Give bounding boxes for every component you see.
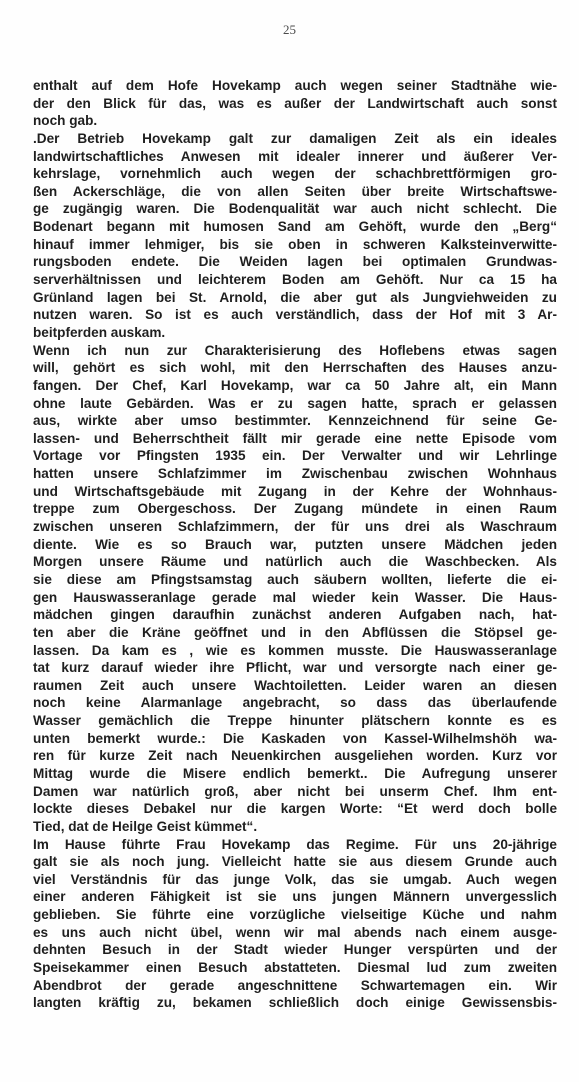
text-line: tat kurz darauf wieder ihre Pflicht, war und versorgte nach einer ge- xyxy=(33,660,557,676)
text-line: noch gab. xyxy=(33,113,98,129)
text-line: unten bemerkt wurde.: Die Kaskaden von Kassel-Wilhelmshöh wa- xyxy=(33,730,557,746)
text-line: Im Hause führte Frau Hovekamp das Regime. Für uns 20-jährige xyxy=(33,836,557,852)
text-line: Bodenart begann mit humosen Sand am Gehöft, wurde den „Berg“ xyxy=(33,219,557,235)
text-line: Wenn ich nun zur Charakterisierung des Hoflebens etwas sagen xyxy=(33,342,557,358)
text-line: ten aber die Kräne geöffnet und in den Abflüssen die Stöpsel ge- xyxy=(33,624,557,640)
text-line: viel Verständnis für das junge Volk, das sie umgab. Auch wegen xyxy=(33,871,557,887)
text-line: diente. Wie es so Brauch war, putzten unsere Mädchen jeden xyxy=(33,536,557,552)
text-line: zwischen unseren Schlafzimmern, der für uns drei als Waschraum xyxy=(33,519,557,535)
text-line: landwirtschaftliches Anwesen mit idealer innerer und äußerer Ver- xyxy=(33,148,557,164)
text-line: Abendbrot der gerade angeschnittene Schwartemagen ein. Wir xyxy=(33,977,557,993)
text-line: treppe zum Obergeschoss. Der Zugang mündete in einen Raum xyxy=(33,501,557,517)
text-line: gen Hauswasseranlage gerade mal wieder kein Wasser. Die Haus- xyxy=(33,589,557,605)
text-line: Grünland lagen bei St. Arnold, die aber gut als Jungviehweiden zu xyxy=(33,289,557,305)
text-line: langten kräftig zu, bekamen schließlich doch einige Gewissensbis- xyxy=(33,995,557,1011)
text-line: noch keine Alarmanlage angebracht, so dass das überlaufende xyxy=(33,695,557,711)
text-line: lassen. Da kam es , wie es kommen musste. Die Hauswasseranlage xyxy=(33,642,557,658)
text-line: es uns auch nicht übel, wenn wir mal abends nach einem ausge- xyxy=(33,924,557,940)
text-line: Damen war natürlich groß, aber nicht bei unserm Chef. Ihm ent- xyxy=(33,783,557,799)
text-line: Vortage vor Pfingsten 1935 ein. Der Verwalter und wir Lehrlinge xyxy=(33,448,557,464)
text-line: kehrslage, vornehmlich auch wegen der schachbrettförmigen gro- xyxy=(33,166,557,182)
text-line: mädchen gingen daraufhin zunächst anderen Aufgaben nach, hat- xyxy=(33,607,557,623)
text-line: aus, wirkte aber umso bestimmter. Kennzeichnend für seine Ge- xyxy=(33,413,557,429)
text-line: ge zugängig waren. Die Bodenqualität war auch nicht schlecht. Die xyxy=(33,201,557,217)
text-line: Speisekammer einen Besuch abstatteten. Diesmal lud zum zweiten xyxy=(33,960,557,976)
text-line: geblieben. Sie führte eine vorzügliche vielseitige Küche und nahm xyxy=(33,907,557,923)
text-line: und Wirtschaftsgebäude mit Zugang in der Kehre der Wohnhaus- xyxy=(33,483,557,499)
text-line: hatten unsere Schlafzimmer im Zwischenbau zwischen Wohnhaus xyxy=(33,466,557,482)
text-line: Wasser gemächlich die Treppe hinunter plätschern konnte es es xyxy=(33,713,557,729)
text-line: lockte dieses Debakel nur die kargen Worte: “Et werd doch bolle xyxy=(33,801,557,817)
text-line: fangen. Der Chef, Karl Hovekamp, war ca 50 Jahre alt, ein Mann xyxy=(33,377,557,393)
text-line: beitpferden auskam. xyxy=(33,324,166,340)
text-line: Morgen unsere Räume und natürlich auch die Waschbecken. Als xyxy=(33,554,557,570)
text-line: enthalt auf dem Hofe Hovekamp auch wegen seiner Stadtnähe wie- xyxy=(33,78,557,93)
text-line: lassen- und Beherrschtheit fällt mir gerade eine nette Episode vom xyxy=(33,430,557,446)
text-line: ßen Ackerschläge, die von allen Seiten über breite Wirtschaftswe- xyxy=(33,183,557,199)
text-line: will, gehört es sich wohl, mit den Herrschaften des Hauses anzu- xyxy=(33,360,557,376)
text-line: nutzen waren. So ist es auch verständlich, dass der Hof mit 3 Ar- xyxy=(33,307,557,323)
text-line: galt sie als noch jung. Vielleicht hatte sie aus diesem Grunde auch xyxy=(33,854,557,870)
text-line: serverhältnissen und leichterem Boden am Gehöft. Nur ca 15 ha xyxy=(33,272,557,288)
text-line: einer anderen Fähigkeit ist sie uns jungen Männern unvergesslich xyxy=(33,889,557,905)
text-line: hinauf immer lehmiger, bis sie oben in schweren Kalksteinverwitte- xyxy=(33,236,557,252)
page-number: 25 xyxy=(283,22,296,37)
text-line: der den Blick für das, was es außer der Landwirtschaft auch sonst xyxy=(33,95,557,111)
text-line: dehnten Besuch in der Stadt wieder Hunger verspürten und der xyxy=(33,942,557,958)
body-text xyxy=(33,77,557,1012)
text-line: sie diese am Pfingstsamstag auch säubern wollten, lieferte die ei- xyxy=(33,571,557,587)
text-line: .Der Betrieb Hovekamp galt zur damaligen Zeit als ein ideales xyxy=(33,130,557,146)
text-line: ohne laute Gebärden. Was er zu sagen hatte, sprach er gelassen xyxy=(33,395,557,411)
text-line: raumen Zeit auch unsere Wachtoiletten. Leider waren an diesen xyxy=(33,677,557,693)
text-line: Tied, dat de Heilge Geist kümmet“. xyxy=(33,818,258,834)
text-line: Mittag wurde die Misere endlich bemerkt.. Die Aufregung unserer xyxy=(33,765,557,781)
text-line: rungsboden endete. Die Weiden lagen bei optimalen Grundwas- xyxy=(33,254,557,270)
text-line: ren für kurze Zeit nach Neuenkirchen ausgeliehen worden. Kurz vor xyxy=(33,748,557,764)
